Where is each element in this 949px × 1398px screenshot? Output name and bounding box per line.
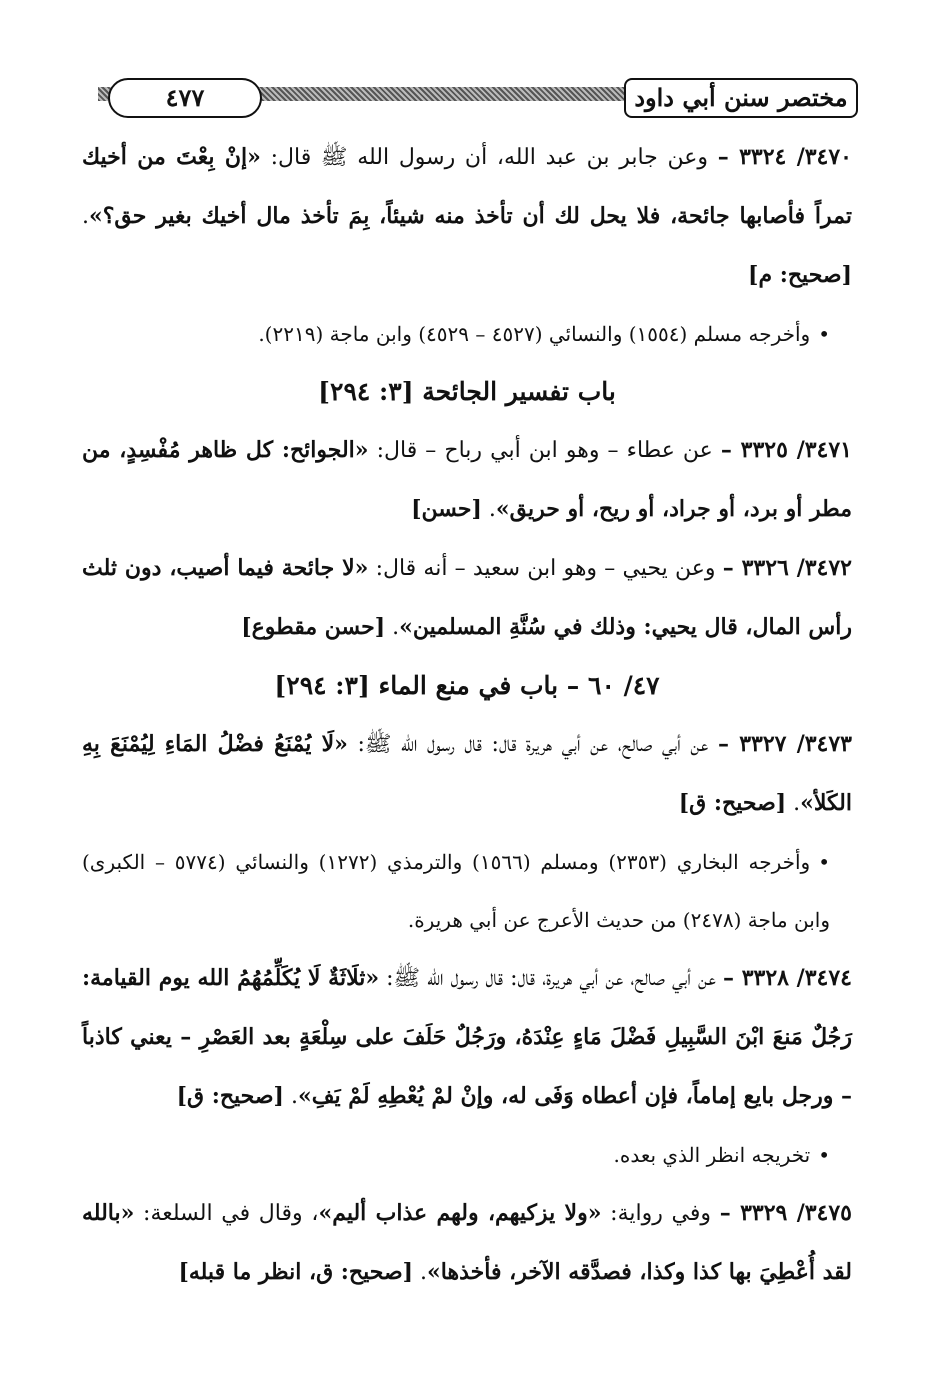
bullet-mark: • (818, 1143, 830, 1167)
hadith-3474 (82, 949, 852, 1126)
hadith-grade: [حسن] (411, 496, 482, 522)
page-header (88, 78, 858, 118)
hadith-text: عن أبي صالح، عن أبي هريرة، قال: قال رسول الله ﷺ: (379, 966, 716, 991)
hadith-grade: [صحيح: ق] (678, 790, 787, 816)
page-body (82, 128, 852, 1302)
hadith-punct: . (82, 204, 89, 229)
takhrij-text: تخريجه انظر الذي بعده. (613, 1143, 811, 1167)
hadith-punct: . (290, 1084, 298, 1109)
book-title: مختصر سنن أبي داود (624, 78, 858, 118)
takhrij-3474 (82, 1126, 852, 1184)
hadith-text: عن عطاء – وهو ابن أبي رباح – قال: (368, 438, 713, 463)
hadith-quote: «لا جائحة فيما أصيب، دون ثلث رأس المال، قال يحيي: وذلك في سُنَّةِ المسلمين» (82, 555, 852, 640)
hadith-number: ٣٤٧٠/ ٣٣٢٤ – (717, 144, 852, 170)
hadith-quote-2: «بالله لقد أُعْطِيَ بها كذا وكذا، فصدَّقه الآخر، فأخذها» (82, 1200, 852, 1285)
takhrij-text: وأخرجه مسلم (١٥٥٤) والنسائي (٤٥٢٧ – ٤٥٢٩) وابن ماجة (٢٢١٩). (258, 322, 811, 346)
hadith-number: ٣٤٧٣/ ٣٣٢٧ – (717, 731, 852, 757)
hadith-quote: «لَا يُمْنَعُ فضْلُ المَاءِ لِيُمْنَعَ بِهِ الكَلأ» (82, 731, 852, 816)
hadith-quote: «ولا يزكيهم، ولهم عذاب أليم» (318, 1200, 602, 1226)
hadith-3472 (82, 539, 852, 657)
chapter-heading: باب تفسير الجائحة [٣: ٢٩٤] (318, 377, 616, 406)
chapter-heading: ٤٧/ ٦٠ – باب في منع الماء [٣: ٢٩٤] (274, 671, 660, 700)
hadith-punct: . (420, 1260, 428, 1285)
takhrij-text: وأخرجه البخاري (٢٣٥٣) ومسلم (١٥٦٦) والترمذي (١٢٧٢) والنسائي (٥٧٧٤ – الكبرى) وابن ماجة (٢٤٧٨) من حديث الأعرج عن أبي هريرة. (82, 850, 830, 932)
bullet-mark: • (818, 322, 830, 346)
hadith-grade: [حسن مقطوع] (241, 614, 386, 640)
hadith-text-mid: ، وقال في السلعة: (134, 1201, 319, 1226)
hadith-grade: [صحيح: م] (748, 262, 852, 288)
hadith-number: ٣٤٧٢/ ٣٣٢٦ – (722, 555, 852, 581)
hadith-text: عن أبي صالح، عن أبي هريرة قال: قال رسول الله ﷺ: (347, 732, 709, 757)
hadith-3471 (82, 421, 852, 539)
takhrij-3470 (82, 305, 852, 363)
page-number: ٤٧٧ (108, 78, 262, 118)
hadith-punct: . (793, 791, 801, 816)
takhrij-3473 (82, 833, 852, 949)
bullet-mark: • (818, 850, 830, 874)
hadith-number: ٣٤٧٤/ ٣٣٢٨ – (722, 965, 852, 991)
hadith-grade: [صحيح: ق، انظر ما قبله] (178, 1259, 414, 1285)
hadith-text: وعن يحيي – وهو ابن سعيد – أنه قال: (368, 556, 716, 581)
hadith-quote: «ثلَاثَةٌ لَا يُكَلِّمُهُمُ الله يوم القيامة: رَجُلٌ مَنعَ ابْنَ السَّبِيلِ فَضْلَ مَاءٍ عِنْدَهُ، ورَجُلٌ حَلَفَ على سِلْعَةٍ بعد العَصْرِ – يعني كاذباً – ورجل بايع إماماً، فإن أعطاه وَفَى له، وإنْ لمْ يُعْطِهِ لَمْ يَفِ» (82, 965, 852, 1109)
hadith-3475 (82, 1184, 852, 1302)
hadith-punct: . (392, 615, 400, 640)
hadith-number: ٣٤٧٥/ ٣٣٢٩ – (719, 1200, 852, 1226)
hadith-3473 (82, 715, 852, 833)
hadith-3470 (82, 128, 852, 305)
hadith-text: وعن جابر بن عبد الله، أن رسول الله ﷺ قال: (260, 145, 708, 170)
hadith-quote: «إنْ بِعْتَ من أخيك تمراً فأصابها جائحة، فلا يحل لك أن تأخذ منه شيئاً، بِمَ تأخذ مال أخيك بغير حق؟» (82, 144, 852, 229)
hadith-quote: «الجوائح: كل ظاهر مُفْسِدٍ، من مطر أو برد، أو جراد، أو ريح، أو حريق» (82, 437, 852, 522)
hadith-punct: . (488, 497, 496, 522)
hadith-number: ٣٤٧١/ ٣٣٢٥ – (720, 437, 852, 463)
hadith-grade: [صحيح: ق] (176, 1083, 284, 1109)
hadith-text: وفي رواية: (601, 1201, 712, 1226)
